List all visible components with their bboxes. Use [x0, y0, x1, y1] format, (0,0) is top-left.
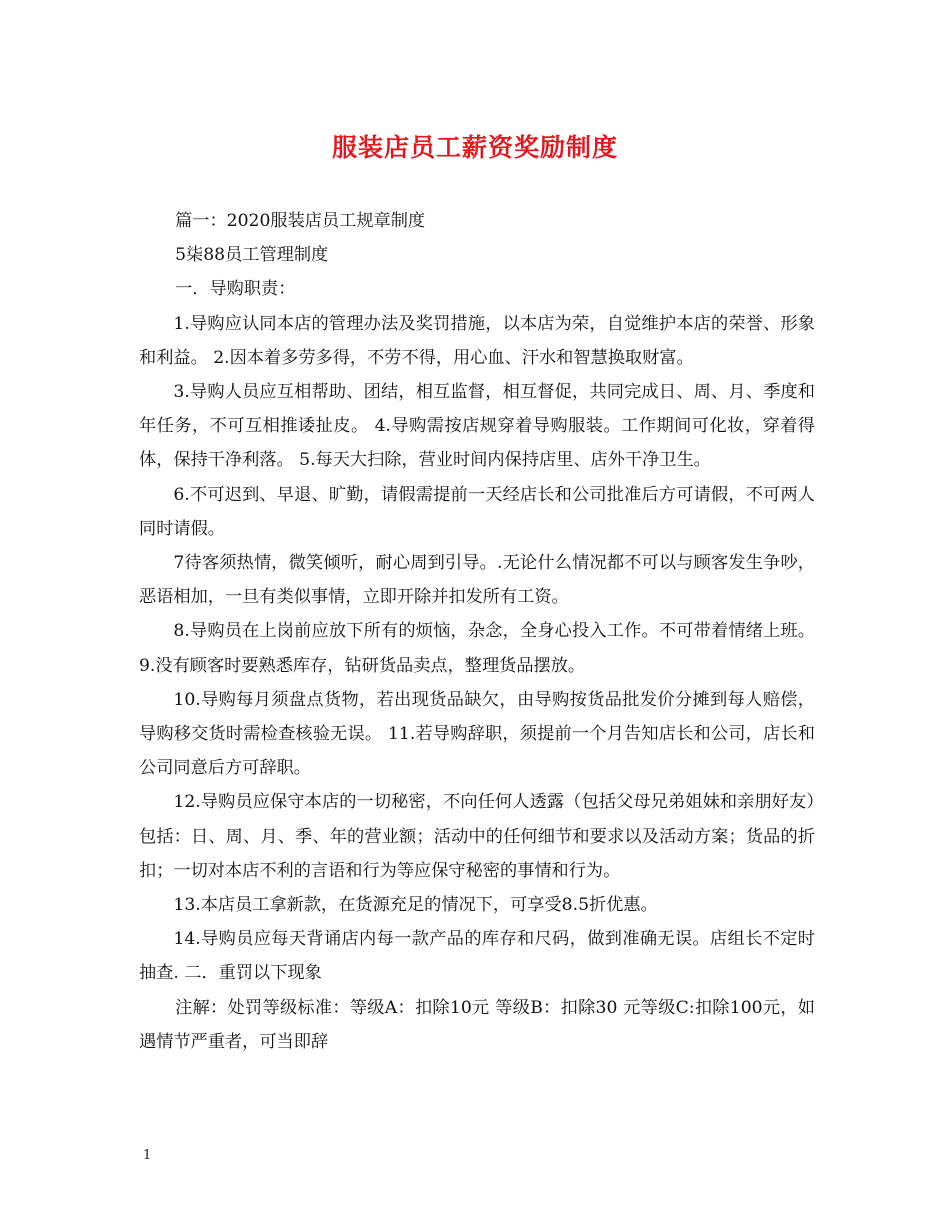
paragraph-penalty-note: 注解：处罚等级标准：等级A：扣除10元 等级B：扣除30 元等级C:扣除100元，如遇情节严重者，可当即辞 [139, 997, 815, 1052]
paragraph-subtitle: 5柒88员工管理制度 [175, 245, 329, 266]
paragraph-rule-3-5: 3.导购人员应互相帮助、团结，相互监督，相互督促，共同完成日、周、月、季度和年任务，不可互相推诿扯皮。 4.导购需按店规穿着导购服装。工作期间可化妆，穿着得体，保持干净利落。 5.每天大扫除，营业时间内保持店里、店外干净卫生。 [139, 382, 815, 471]
paragraph-rule-8-9: 8.导购员在上岗前应放下所有的烦恼，杂念，全身心投入工作。不可带着情绪上班。 9.没有顾客时要熟悉库存，钻研货品卖点，整理货品摆放。 [139, 621, 815, 676]
paragraph-rule-7: 7待客须热情，微笑倾听，耐心周到引导。.无论什么情况都不可以与顾客发生争吵，恶语相加，一旦有类似事情，立即开除并扣发所有工资。 [139, 553, 815, 608]
paragraph-rule-13: 13.本店员工拿新款，在货源充足的情况下，可享受8.5折优惠。 [173, 895, 658, 916]
document-title: 服装店员工薪资奖励制度 [331, 133, 618, 162]
paragraph-rule-14: 14.导购员应每天背诵店内每一款产品的库存和尺码，做到准确无误。店组长不定时抽查. 二．重罚以下现象 [139, 929, 815, 984]
paragraph-rule-10-11: 10.导购每月须盘点货物，若出现货品缺欠，由导购按货品批发价分摊到每人赔偿，导购移交货时需检查核验无误。 11.若导购辞职，须提前一个月告知店长和公司，店长和公司同意后方可辞职。 [139, 689, 815, 779]
paragraph-rule-1-2: 1.导购应认同本店的管理办法及奖罚措施，以本店为荣，自觉维护本店的荣誉、形象和利益。 2.因本着多劳多得，不劳不得，用心血、汗水和智慧换取财富。 [139, 313, 815, 368]
paragraph-rule-6: 6.不可迟到、早退、旷勤，请假需提前一天经店长和公司批准后方可请假，不可两人同时请假。 [139, 484, 815, 539]
paragraph-duties-heading: 一．导购职责： [175, 279, 296, 300]
document-body [139, 204, 815, 1059]
paragraph-rule-12: 12.导购员应保守本店的一切秘密，不向任何人透露（包括父母兄弟姐妹和亲朋好友）包括：日、周、月、季、年的营业额；活动中的任何细节和要求以及活动方案；货品的折扣；一切对本店不利的言语和行为等应保守秘密的事情和行为。 [139, 792, 815, 881]
paragraph-section-heading: 篇一：2020服装店员工规章制度 [175, 211, 426, 231]
page-number: 1 [143, 1148, 152, 1163]
